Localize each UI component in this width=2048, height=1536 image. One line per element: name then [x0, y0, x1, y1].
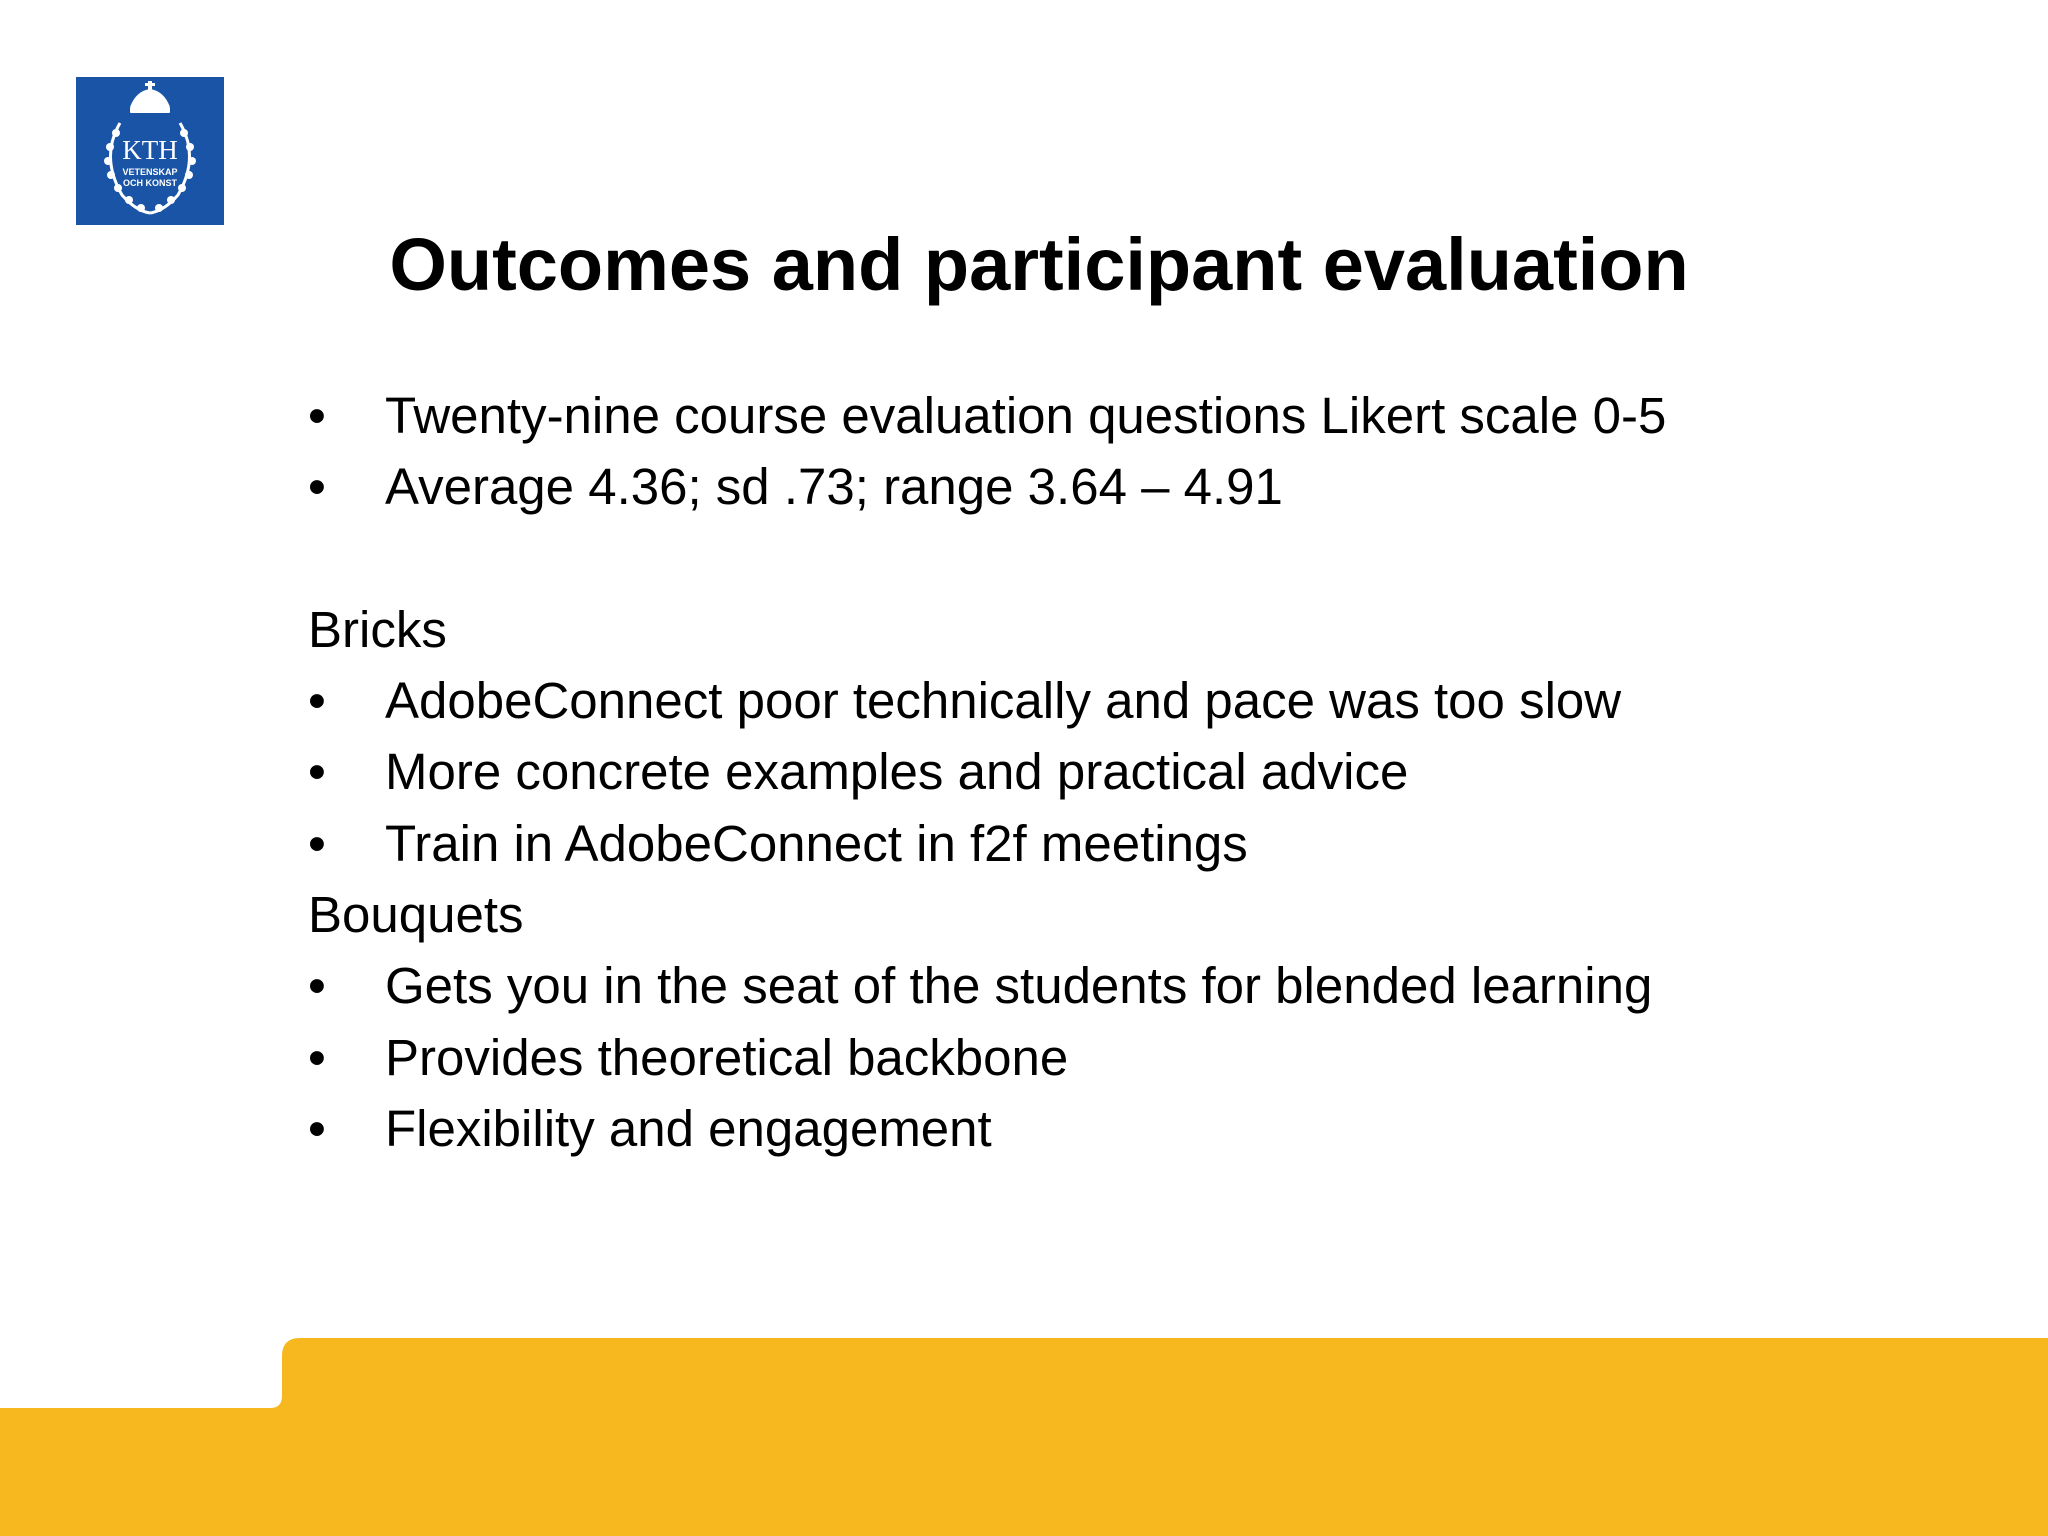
- bouquets-item: [308, 950, 2008, 1021]
- bricks-item: [308, 665, 2008, 736]
- bullet-icon: •: [308, 1099, 326, 1157]
- footer-shape: [0, 1338, 2048, 1536]
- bouquets-item-text: Flexibility and engagement: [385, 1099, 992, 1157]
- stats-item-text: Twenty-nine course evaluation questions Likert scale 0-5: [385, 387, 1667, 444]
- spacer: [308, 523, 2008, 594]
- logo-line2: OCH KONST: [123, 178, 177, 188]
- logo-name: KTH: [122, 135, 178, 165]
- stats-item: [308, 380, 2008, 451]
- bricks-item-text: Train in AdobeConnect in f2f meetings: [385, 814, 1248, 872]
- bullet-icon: •: [308, 814, 326, 872]
- slide-title: Outcomes and participant evaluation: [389, 223, 1689, 306]
- bouquets-item-text: Provides theoretical backbone: [385, 1028, 1069, 1086]
- bouquets-item: [308, 1093, 2008, 1164]
- stats-item: [308, 451, 2008, 522]
- bouquets-item: [308, 1022, 2008, 1093]
- bouquets-heading: Bouquets: [308, 886, 524, 944]
- crown-icon: [130, 81, 170, 113]
- bricks-item-text: AdobeConnect poor technically and pace was too slow: [385, 672, 1622, 730]
- footer-band: [0, 1330, 2048, 1536]
- logo-line1: VETENSKAP: [122, 167, 178, 177]
- bullet-icon: •: [308, 957, 326, 1015]
- slide-body: [308, 380, 2008, 1164]
- bouquets-item-text: Gets you in the seat of the students for blended learning: [385, 957, 1653, 1015]
- kth-emblem-icon: [76, 77, 224, 225]
- bricks-item: [308, 808, 2008, 879]
- bullet-icon: •: [308, 387, 326, 444]
- bullet-icon: •: [308, 458, 326, 516]
- bullet-icon: •: [308, 672, 326, 730]
- bullet-icon: •: [308, 1028, 326, 1086]
- bullet-icon: •: [308, 743, 326, 801]
- bricks-item-text: More concrete examples and practical advice: [385, 743, 1409, 801]
- kth-logo: [76, 77, 224, 225]
- stats-item-text: Average 4.36; sd .73; range 3.64 – 4.91: [385, 458, 1283, 516]
- bricks-heading: Bricks: [308, 600, 447, 658]
- bricks-item: [308, 736, 2008, 807]
